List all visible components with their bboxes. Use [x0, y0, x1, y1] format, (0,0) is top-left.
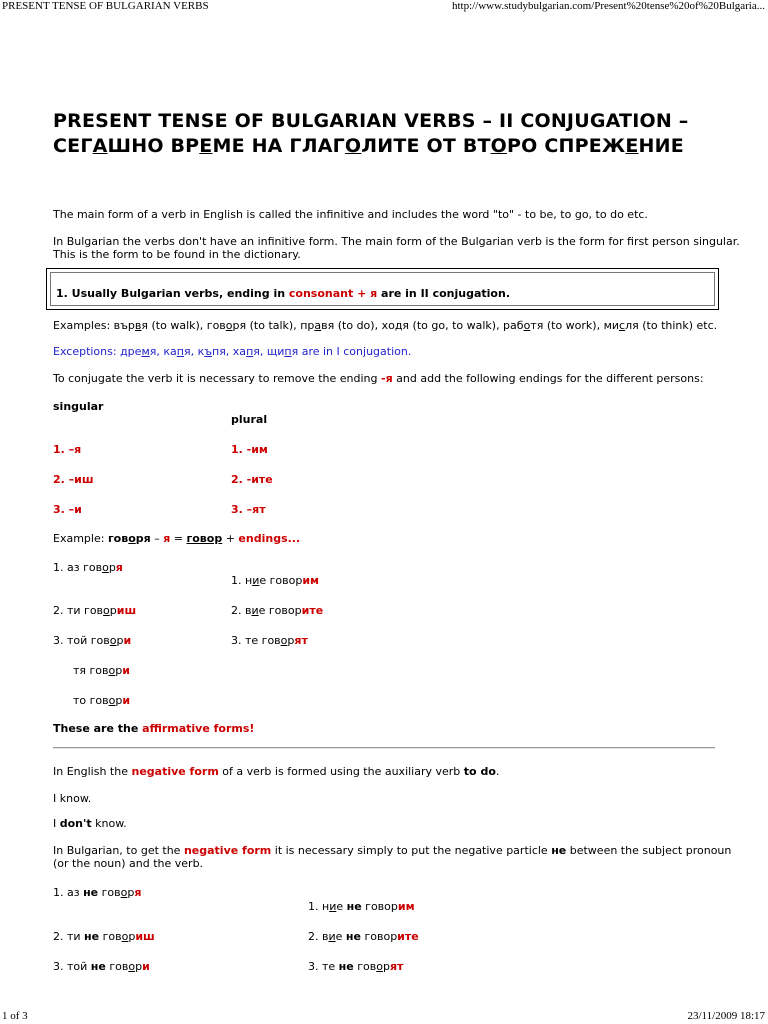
- singular-ending-2: 2. –иш: [53, 473, 94, 486]
- plural-ending-3: 3. –ят: [231, 503, 266, 516]
- affirmative-singular-3-fem: тя говори: [73, 664, 130, 677]
- print-header-title: PRESENT TENSE OF BULGARIAN VERBS: [2, 0, 209, 12]
- rule-text: 1. Usually Bulgarian verbs, ending in consonant + я are in II conjugation.: [56, 287, 511, 300]
- plural-ending-2: 2. -ите: [231, 473, 273, 486]
- affirmative-singular-3-neut: то говори: [73, 694, 131, 707]
- plural-label: plural: [231, 413, 268, 426]
- negative-bg-line2: (or the noun) and the verb.: [53, 857, 204, 870]
- intro-paragraph-2-line2: This is the form to be found in the dictionary.: [53, 248, 301, 261]
- affirmative-plural-2: 2. вие говорите: [231, 604, 324, 617]
- affirmative-singular-2: 2. ти говориш: [53, 604, 137, 617]
- page-title-line1: PRESENT TENSE OF BULGARIAN VERBS – II CONJUGATION –: [53, 110, 689, 132]
- intro-paragraph-1: The main form of a verb in English is called the infinitive and includes the word "to" - to be, to go, to do etc.: [53, 208, 648, 221]
- singular-ending-1: 1. –я: [53, 443, 82, 456]
- conjugate-instruction: To conjugate the verb it is necessary to remove the ending -я and add the following endings for the different persons:: [53, 372, 704, 385]
- negative-plural-1: 1. ние не говорим: [308, 900, 415, 913]
- plural-ending-1: 1. -им: [231, 443, 268, 456]
- singular-label: singular: [53, 400, 104, 413]
- intro-paragraph-2-line1: In Bulgarian the verbs don't have an infinitive form. The main form of the Bulgarian verb is the form for first person singular.: [53, 235, 740, 248]
- print-footer-timestamp: 23/11/2009 18:17: [687, 1010, 765, 1022]
- section-divider: [53, 747, 715, 749]
- singular-ending-3: 3. –и: [53, 503, 82, 516]
- affirmative-note: These are the affirmative forms!: [53, 722, 255, 735]
- example-i-know: I know.: [53, 792, 92, 805]
- negative-singular-3: 3. той не говори: [53, 960, 150, 973]
- affirmative-plural-1: 1. ние говорим: [231, 574, 320, 587]
- example-breakdown: Example: говоря – я = говор + endings...: [53, 532, 301, 545]
- print-footer-page: 1 of 3: [2, 1010, 28, 1022]
- negative-bg-line1: In Bulgarian, to get the negative form it is necessary simply to put the negative particle не between the subject pronoun: [53, 844, 732, 857]
- negative-intro: In English the negative form of a verb is formed using the auxiliary verb to do.: [53, 765, 500, 778]
- affirmative-singular-1: 1. аз говоря: [53, 561, 123, 574]
- negative-singular-2: 2. ти не говориш: [53, 930, 155, 943]
- example-i-dont-know: I don't know.: [53, 817, 127, 830]
- affirmative-singular-3: 3. той говори: [53, 634, 132, 647]
- examples-line: Examples: вървя (to walk), говоря (to talk), правя (to do), ходя (to go, to walk), работя (to work), мисля (to think) etc.: [53, 319, 718, 332]
- negative-plural-2: 2. вие не говорите: [308, 930, 419, 943]
- negative-plural-3: 3. те не говорят: [308, 960, 404, 973]
- negative-singular-1: 1. аз не говоря: [53, 886, 142, 899]
- page-title-line2: СЕГАШНО ВРЕМЕ НА ГЛАГОЛИТЕ ОТ ВТОРО СПРЕЖЕНИЕ: [53, 135, 684, 157]
- affirmative-plural-3: 3. те говорят: [231, 634, 308, 647]
- exceptions-line: Exceptions: дремя, капя, къпя, хапя, щипя are in I conjugation.: [53, 345, 412, 358]
- print-header-url[interactable]: http://www.studybulgarian.com/Present%20tense%20of%20Bulgaria...: [451, 0, 765, 12]
